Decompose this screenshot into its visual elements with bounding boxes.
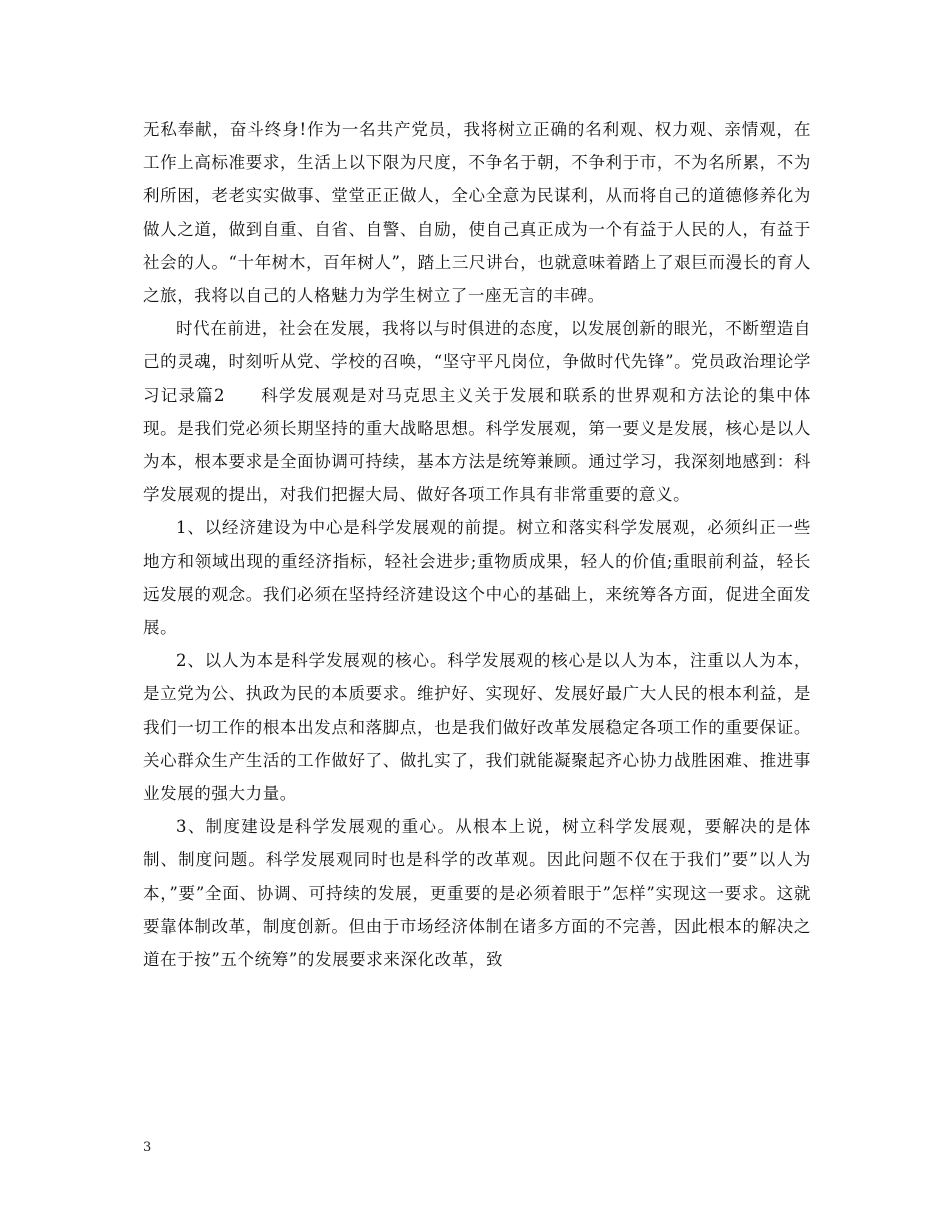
paragraph-2: 时代在前进，社会在发展，我将以与时俱进的态度，以发展创新的眼光，不断塑造自己的灵魂，时刻听从党、学校的召唤，“坚守平凡岗位，争做时代先锋”。党员政治理论学习记录篇2 科学发展观是对马克思主义关于发展和联系的世界观和方法论的集中体现。是我们党必须长期坚持的重大战略思想。科学发展观，第一要义是发展，核心是以人为本，根本要求是全面协调可持续，基本方法是统筹兼顾。通过学习，我深刻地感到：科学发展观的提出，对我们把握大局、做好各项工作具有非常重要的意义。 bbox=[143, 319, 811, 505]
paragraph-5: 3、制度建设是科学发展观的重心。从根本上说，树立科学发展观，要解决的是体制、制度问题。科学发展观同时也是科学的改革观。因此问题不仅在于我们”要”以人为本，”要”全面、协调、可持续的发展，更重要的是必须着眼于”怎样”实现这一要求。这就要靠体制改革，制度创新。但由于市场经济体制在诸多方面的不完善，因此根本的解决之道在于按”五个统筹”的发展要求来深化改革，致 bbox=[143, 817, 811, 970]
paragraph-1: 无私奉献，奋斗终身!作为一名共产党员，我将树立正确的名利观、权力观、亲情观，在工作上高标准要求，生活上以下限为尺度，不争名于朝，不争利于市，不为名所累，不为利所困，老老实实做事、堂堂正正做人，全心全意为民谋利，从而将自己的道德修养化为做人之道，做到自重、自省、自警、自励，使自己真正成为一个有益于人民的人，有益于社会的人。“十年树木，百年树人”，踏上三尺讲台，也就意味着踏上了艰巨而漫长的育人之旅，我将以自己的人格魅力为学生树立了一座无言的丰碑。 bbox=[143, 120, 811, 306]
page-number: 3 bbox=[143, 1140, 152, 1155]
paragraph-4: 2、以人为本是科学发展观的核心。科学发展观的核心是以人为本，注重以人为本，是立党为公、执政为民的本质要求。维护好、实现好、发展好最广大人民的根本利益，是我们一切工作的根本出发点和落脚点，也是我们做好改革发展稳定各项工作的重要保证。关心群众生产生活的工作做好了、做扎实了，我们就能凝聚起齐心协力战胜困难、推进事业发展的强大力量。 bbox=[143, 651, 811, 804]
document-body bbox=[143, 113, 811, 976]
paragraph-3: 1、以经济建设为中心是科学发展观的前提。树立和落实科学发展观，必须纠正一些地方和领域出现的重经济指标，轻社会进步;重物质成果，轻人的价值;重眼前利益，轻长远发展的观念。我们必须在坚持经济建设这个中心的基础上，来统筹各方面，促进全面发展。 bbox=[143, 518, 811, 638]
